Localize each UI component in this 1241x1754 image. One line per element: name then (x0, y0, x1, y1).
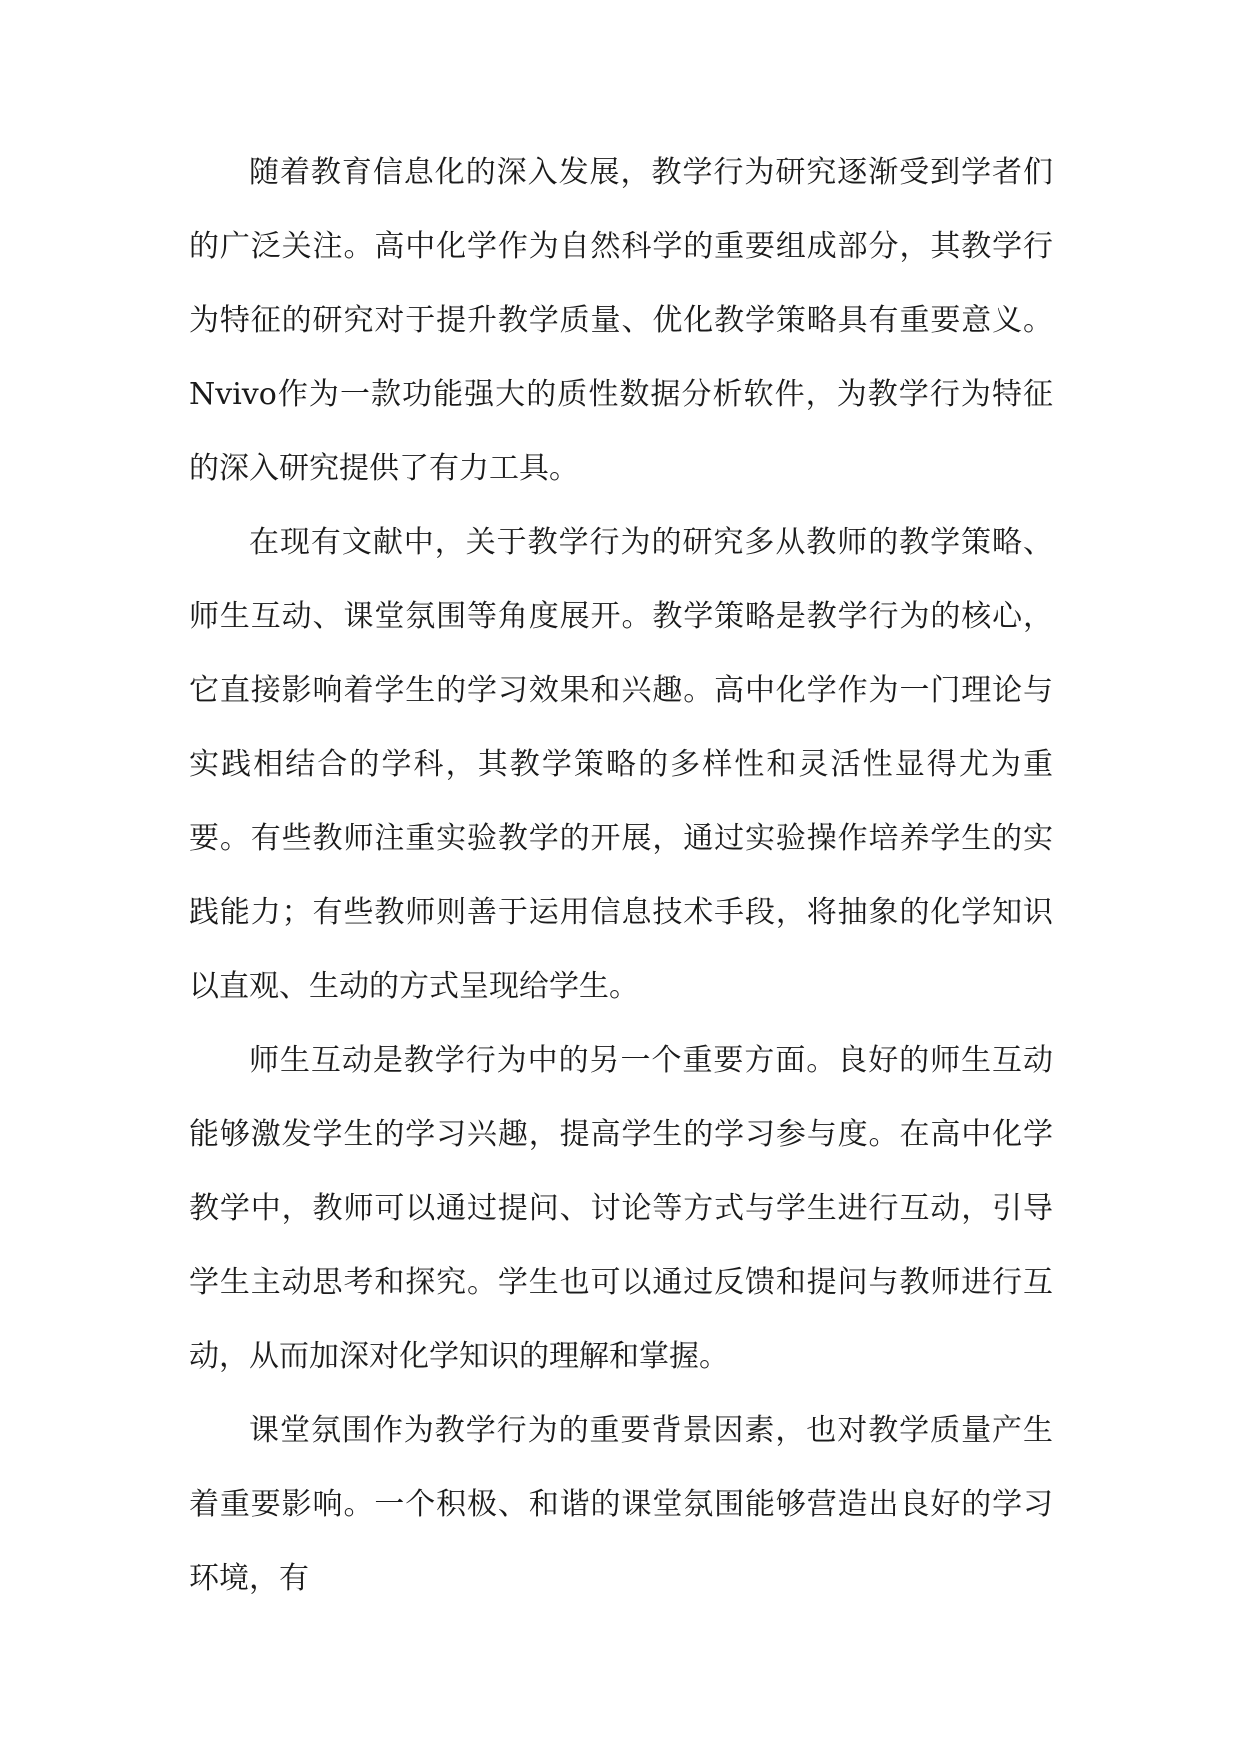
document-body (189, 136, 1053, 1616)
paragraph-2: 在现有文献中，关于教学行为的研究多从教师的教学策略、师生互动、课堂氛围等角度展开。教学策略是教学行为的核心，它直接影响着学生的学习效果和兴趣。高中化学作为一门理论与实践相结合的学科，其教学策略的多样性和灵活性显得尤为重要。有些教师注重实验教学的开展，通过实验操作培养学生的实践能力；有些教师则善于运用信息技术手段，将抽象的化学知识以直观、生动的方式呈现给学生。 (189, 525, 1053, 1004)
paragraph-4: 课堂氛围作为教学行为的重要背景因素，也对教学质量产生着重要影响。一个积极、和谐的课堂氛围能够营造出良好的学习环境，有 (189, 1413, 1053, 1596)
paragraph-3: 师生互动是教学行为中的另一个重要方面。良好的师生互动能够激发学生的学习兴趣，提高学生的学习参与度。在高中化学教学中，教师可以通过提问、讨论等方式与学生进行互动，引导学生主动思考和探究。学生也可以通过反馈和提问与教师进行互动，从而加深对化学知识的理解和掌握。 (189, 1043, 1053, 1374)
paragraph-1: 随着教育信息化的深入发展，教学行为研究逐渐受到学者们的广泛关注。高中化学作为自然科学的重要组成部分，其教学行为特征的研究对于提升教学质量、优化教学策略具有重要意义。Nvivo作为一款功能强大的质性数据分析软件，为教学行为特征的深入研究提供了有力工具。 (189, 155, 1053, 486)
